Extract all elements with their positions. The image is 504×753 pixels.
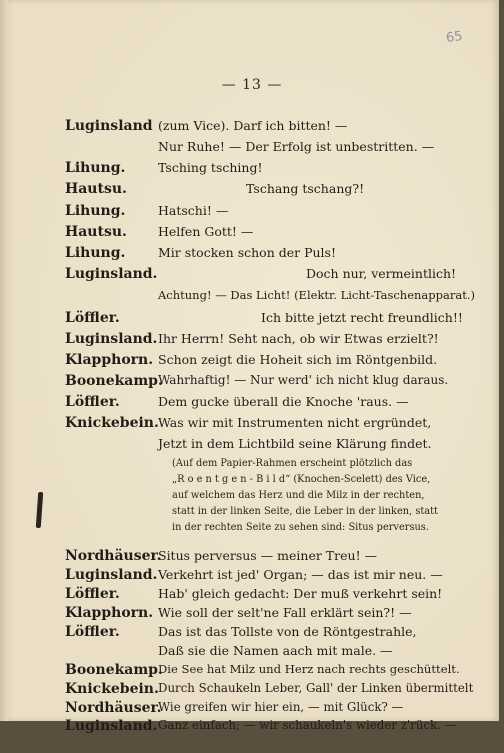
dialogue-line <box>0 567 504 587</box>
dialogue-text: Das ist das Tollste von de Röntgestrahle, <box>158 624 417 639</box>
speaker-name: Luginsland. <box>65 718 158 734</box>
stage-direction-line: „R o e n t g e n - B i l d“ (Knochen-Scelett) des Vice, <box>172 474 431 485</box>
stage-direction-line: in der rechten Seite zu sehen sind: Situs perversus. <box>172 522 429 533</box>
speaker-name: Boonekamp. <box>65 662 163 678</box>
speaker-name: Luginsland. <box>65 331 158 347</box>
dialogue-line <box>0 352 504 372</box>
dialogue-line <box>0 624 504 644</box>
dialogue-text: Mir stocken schon der Puls! <box>158 245 336 260</box>
speaker-name: Luginsland. <box>65 266 158 282</box>
dialogue-line <box>0 203 504 223</box>
dialogue-text: (zum Vice). Darf ich bitten! — <box>158 118 348 133</box>
dialogue-line <box>0 548 504 568</box>
stage-direction-line: statt in der linken Seite, die Leber in der linken, statt <box>172 506 438 517</box>
dialogue-line <box>0 310 504 330</box>
dialogue-line <box>0 662 504 682</box>
speaker-name: Lihung. <box>65 203 126 219</box>
dialogue-line <box>0 118 504 138</box>
page-number: — 13 — <box>221 77 283 93</box>
dialogue-text: Situs perversus — meiner Treu! — <box>158 548 378 563</box>
speaker-name: Hautsu. <box>65 224 127 240</box>
dialogue-line <box>0 605 504 625</box>
dialogue-text: Daß sie die Namen aach mit male. — <box>158 643 393 658</box>
dialogue-text: Doch nur, vermeintlich! <box>306 266 457 281</box>
dialogue-line <box>0 266 504 286</box>
dialogue-line <box>0 643 504 663</box>
dialogue-text: Wahrhaftig! — Nur werd' ich nicht klug daraus. <box>158 373 449 387</box>
speaker-name: Knickebein. <box>65 681 159 697</box>
binding-tear <box>36 492 44 528</box>
dialogue-text: Die See hat Milz und Herz nach rechts geschüttelt. <box>158 662 460 676</box>
dialogue-line <box>0 160 504 180</box>
dialogue-line <box>0 718 504 738</box>
speaker-name: Lihung. <box>65 160 126 176</box>
dialogue-line <box>0 681 504 701</box>
speaker-name: Klapphorn. <box>65 605 154 621</box>
dialogue-text: Ihr Herrn! Seht nach, ob wir Etwas erzielt?! <box>158 331 439 346</box>
speaker-name: Boonekamp. <box>65 373 163 389</box>
dialogue-line <box>0 224 504 244</box>
dialogue-line <box>0 415 504 435</box>
dialogue-text: Hab' gleich gedacht: Der muß verkehrt sein! <box>158 586 443 601</box>
dialogue-text: Wie soll der selt'ne Fall erklärt sein?! — <box>158 605 412 620</box>
dialogue-text: Nur Ruhe! — Der Erfolg ist unbestritten. — <box>158 139 435 154</box>
dialogue-line <box>0 586 504 606</box>
dialogue-text: Ganz einfach; — wir schaukeln's wieder z'rück. — <box>158 718 457 732</box>
dialogue-line <box>0 373 504 393</box>
dialogue-text: Was wir mit Instrumenten nicht ergründet, <box>158 415 432 430</box>
speaker-name: Luginsland <box>65 118 153 134</box>
speaker-name: Nordhäuser. <box>65 700 162 716</box>
dialogue-text: Dem gucke überall die Knoche 'raus. — <box>158 394 409 409</box>
dialogue-text: Jetzt in dem Lichtbild seine Klärung findet. <box>158 436 432 451</box>
dialogue-line <box>0 245 504 265</box>
dialogue-text: Tschang tschang?! <box>246 181 365 196</box>
speaker-name: Nordhäuser. <box>65 548 162 564</box>
dialogue-text: Wie greifen wir hier ein, — mit Glück? — <box>158 700 404 714</box>
speaker-name: Lihung. <box>65 245 126 261</box>
stage-direction-line: (Auf dem Papier-Rahmen erscheint plötzlich das <box>172 458 413 469</box>
stage-direction-line: auf welchem das Herz und die Milz in der rechten, <box>172 490 425 501</box>
speaker-name: Knickebein. <box>65 415 159 431</box>
speaker-name: Löffler. <box>65 310 120 326</box>
speaker-name: Luginsland. <box>65 567 158 583</box>
dialogue-line <box>0 181 504 201</box>
dialogue-text: Verkehrt ist jed' Organ; — das ist mir neu. — <box>158 567 443 582</box>
dialogue-line <box>0 288 504 308</box>
dialogue-line <box>0 700 504 720</box>
speaker-name: Löffler. <box>65 394 120 410</box>
pencil-page-mark: 65 <box>445 28 464 47</box>
dialogue-text: Durch Schaukeln Leber, Gall' der Linken übermittelt <box>158 681 474 695</box>
dialogue-text: Achtung! — Das Licht! (Elektr. Licht-Taschenapparat.) <box>158 288 475 302</box>
dialogue-line <box>0 139 504 159</box>
dialogue-line <box>0 394 504 414</box>
speaker-name: Hautsu. <box>65 181 127 197</box>
speaker-name: Löffler. <box>65 624 120 640</box>
speaker-name: Löffler. <box>65 586 120 602</box>
dialogue-text: Tsching tsching! <box>158 160 263 175</box>
dialogue-text: Hatschi! — <box>158 203 229 218</box>
dialogue-text: Helfen Gott! — <box>158 224 254 239</box>
dialogue-text: Ich bitte jetzt recht freundlich!! <box>261 310 463 325</box>
dialogue-line <box>0 436 504 456</box>
dialogue-text: Schon zeigt die Hoheit sich im Röntgenbild. <box>158 352 438 367</box>
dialogue-line <box>0 331 504 351</box>
speaker-name: Klapphorn. <box>65 352 154 368</box>
